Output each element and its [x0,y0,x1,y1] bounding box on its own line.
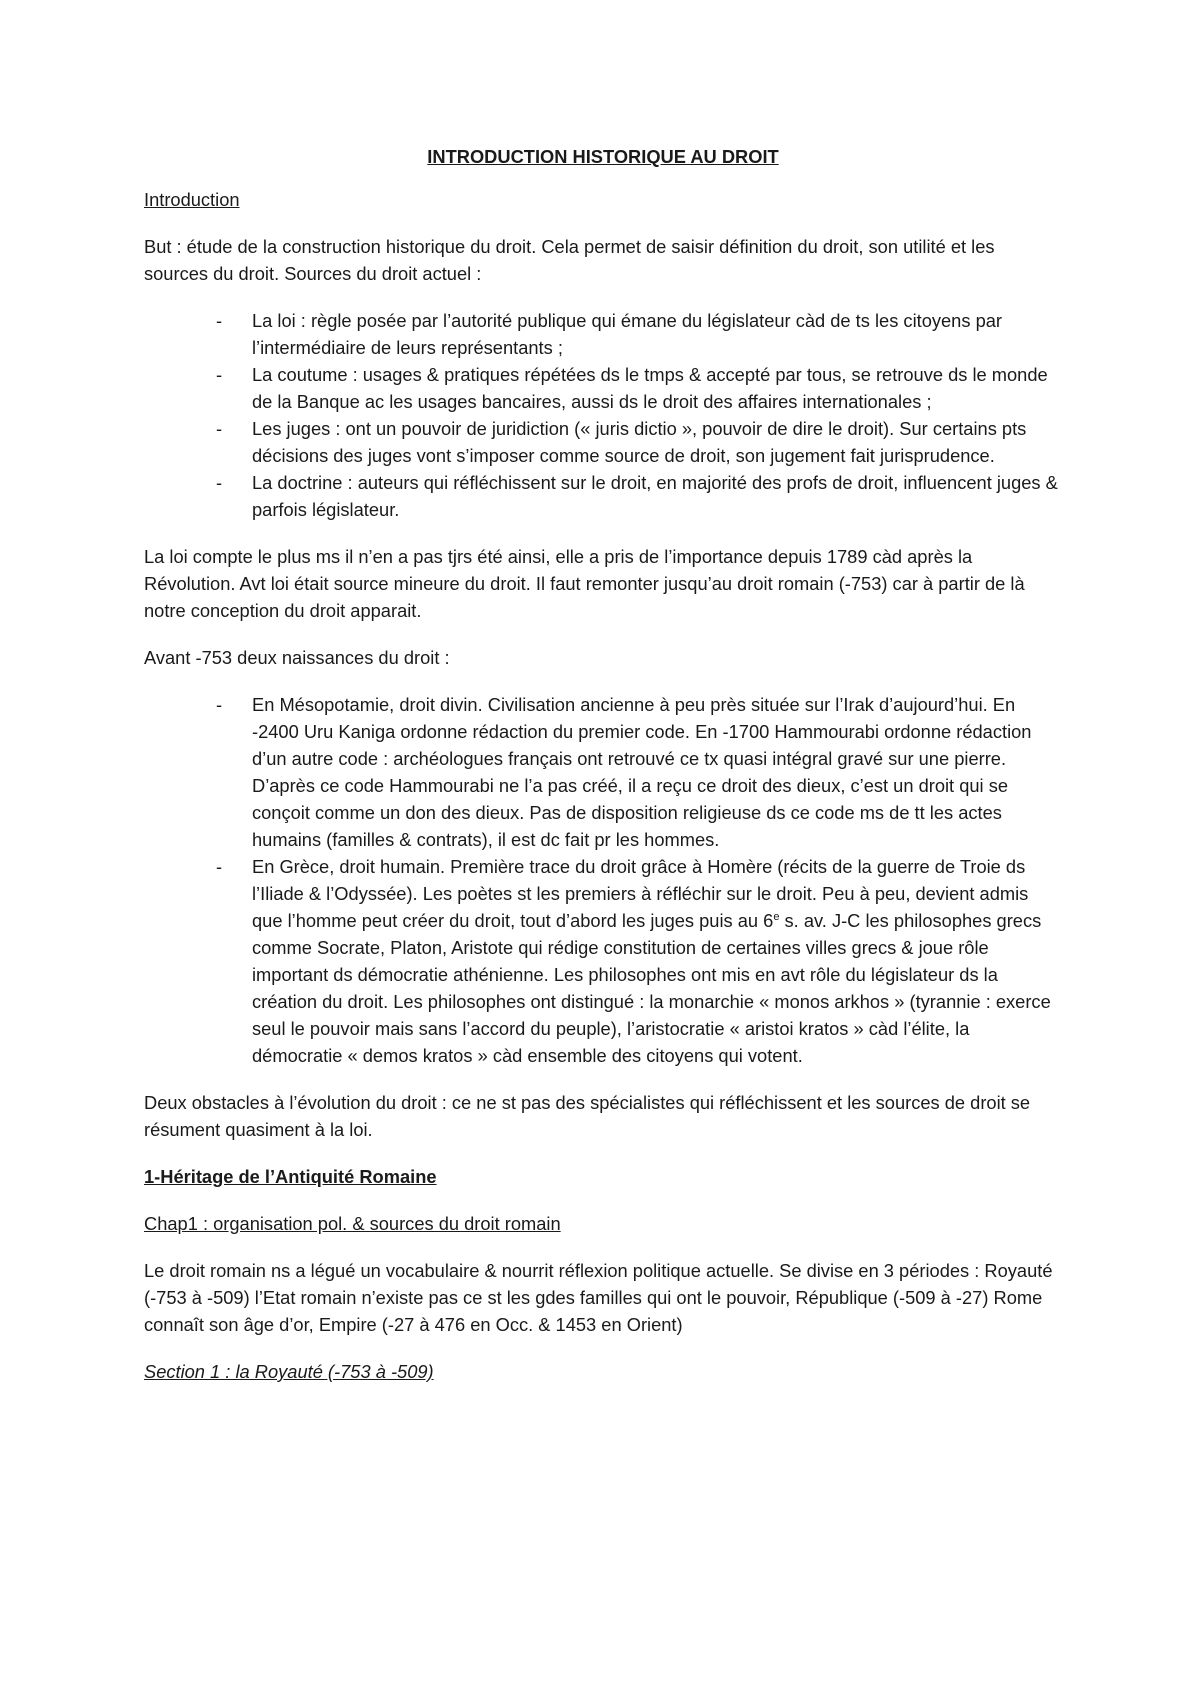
intro-paragraph: But : étude de la construction historique du droit. Cela permet de saisir définition du droit, son utilité et les sources du droit. Sources du droit actuel : [144,236,995,284]
list-item-text: La doctrine : auteurs qui réfléchissent sur le droit, en majorité des profs de droit, influencent juges & parfois législateur. [252,472,1058,520]
section1-heading [144,1358,1062,1385]
intro-heading-text: Introduction [144,189,240,210]
dash-bullet: - [216,856,223,877]
list-item-text: Les juges : ont un pouvoir de juridiction (« juris dictio », pouvoir de dire le droit). Sur certains pts décisions des juges vont s’imposer comme source de droit, son jugement fait jurisprudence. [252,418,1027,466]
list-item [216,853,1062,1069]
intro-heading [144,186,1062,213]
avant-paragraph: Avant -753 deux naissances du droit : [144,647,450,668]
obstacles-paragraph: Deux obstacles à l’évolution du droit : ce ne st pas des spécialistes qui réfléchissent et les sources de droit se résument quasiment à la loi. [144,1092,1031,1140]
part1-heading-text: 1-Héritage de l’Antiquité Romaine [144,1166,437,1187]
chap1-paragraph: Le droit romain ns a légué un vocabulaire & nourrit réflexion politique actuelle. Se divise en 3 périodes : Royauté (-753 à -509) l’Etat romain n’existe pas ce st les gdes familles qui ont le pouvoir, République (-509 à -27) Rome connaît son âge d’or, Empire (-27 à 476 en Occ. & 1453 en Orient) [144,1260,1053,1335]
dash-bullet: - [216,418,223,439]
chap1-heading-text: Chap1 : organisation pol. & sources du droit romain [144,1213,561,1234]
list-item-text-before: En Grèce, droit humain. Première trace du droit grâce à Homère (récits de la guerre de Troie ds l’Iliade & l’Odyssée). Les poètes st les premiers à réfléchir sur le droit. Peu à peu, devient admis que l’homme peut créer du droit, tout d’abord les juges puis au 6 [252,856,1029,931]
superscript: e [773,910,780,923]
list-item-text-after: s. av. J-C les philosophes grecs comme Socrate, Platon, Aristote qui rédige constitution de certaines villes grecs & joue rôle important ds démocratie athénienne. Les philosophes ont mis en avt rôle du législateur ds la création du droit. Les philosophes ont distingué : la monarchie « monos arkhos » (tyrannie : exerce seul le pouvoir mais sans l’accord du peuple), l’aristocratie « aristoi kratos » càd l’élite, la démocratie « demos kratos » càd ensemble des citoyens qui votent. [252,910,1051,1066]
list-item-text: La coutume : usages & pratiques répétées ds le tmps & accepté par tous, se retrouve ds le monde de la Banque ac les usages bancaires, aussi ds le droit des affaires internationales ; [252,364,1048,412]
sources-list [144,307,1062,523]
list-item [216,361,1062,415]
list-item [216,691,1062,853]
list-item [216,415,1062,469]
naissances-list [144,691,1062,1069]
section1-heading-text: Section 1 : la Royauté (-753 à -509) [144,1361,434,1382]
part1-heading [144,1163,1062,1190]
list-item [216,469,1062,523]
dash-bullet: - [216,472,223,493]
list-item [216,307,1062,361]
document-title: INTRODUCTION HISTORIQUE AU DROIT [427,146,779,167]
dash-bullet: - [216,364,223,385]
dash-bullet: - [216,310,223,331]
loi-paragraph: La loi compte le plus ms il n’en a pas tjrs été ainsi, elle a pris de l’importance depuis 1789 càd après la Révolution. Avt loi était source mineure du droit. Il faut remonter jusqu’au droit romain (-753) car à partir de là notre conception du droit apparait. [144,546,1025,621]
list-item-text: En Mésopotamie, droit divin. Civilisation ancienne à peu près située sur l’Irak d’aujourd’hui. En -2400 Uru Kaniga ordonne rédaction du premier code. En -1700 Hammourabi ordonne rédaction d’un autre code : archéologues français ont retrouvé ce tx quasi intégral gravé sur une pierre. D’après ce code Hammourabi ne l’a pas créé, il a reçu ce droit des dieux, c’est un droit qui se conçoit comme un don des dieux. Pas de disposition religieuse ds ce code ms de tt les actes humains (familles & contrats), il est dc fait pr les hommes. [252,694,1032,850]
chap1-heading [144,1210,1062,1237]
list-item-text: La loi : règle posée par l’autorité publique qui émane du législateur càd de ts les citoyens par l’intermédiaire de leurs représentants ; [252,310,1002,358]
dash-bullet: - [216,694,223,715]
